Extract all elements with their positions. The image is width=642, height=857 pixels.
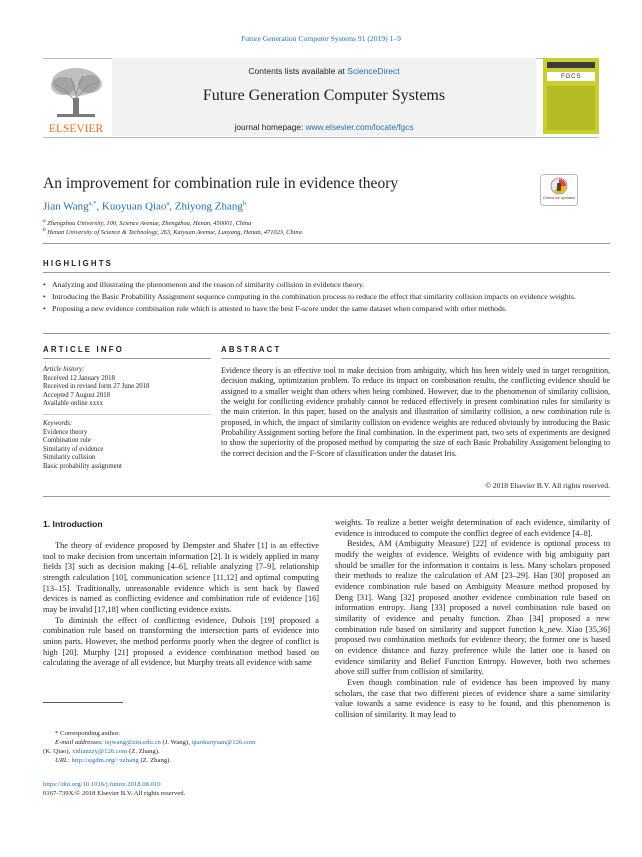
email-owner: (Z. Zhang). [127, 748, 160, 755]
keywords-label: Keywords: [43, 420, 73, 427]
divider [43, 243, 610, 244]
author-name[interactable]: Jian Wang [43, 200, 89, 213]
history-item: Available online xxxx [43, 400, 103, 408]
body-column-right [335, 518, 610, 720]
contents-prefix: Contents lists available at [248, 66, 348, 76]
affiliation-text: Zhengzhou University, 100, Science Avenue, Zhengzhou, Henan, 450001, China [47, 220, 252, 228]
highlight-item: • Analyzing and illustrating the phenomenon and the reason of similarity collision in evidence theory. [43, 280, 610, 290]
keyword: Similarity collision [43, 454, 96, 462]
affiliation-a [43, 218, 251, 227]
journal-title: Future Generation Computer Systems [202, 87, 446, 104]
affiliation-b [43, 227, 302, 236]
footnote-corresponding-text: Corresponding author. [60, 730, 120, 737]
divider [221, 358, 610, 359]
elsevier-logo[interactable] [43, 62, 109, 136]
body-paragraph: weights. To realize a better weight determination of each evidence, similarity of evidence is introduced to compute the conflict degree of each evidence [4–8]. [335, 518, 610, 538]
journal-homepage [112, 122, 536, 132]
keyword: Evidence theory [43, 428, 88, 436]
affiliation-mark: b [43, 227, 46, 233]
author-list: Jian Wang$^{a,*}$, Kuoyuan Qiao$^a$, Zhiyong Zhang$^b$ [43, 200, 247, 213]
keyword: Basic probability assignment [43, 462, 122, 470]
email-owner: (J. Wang), [160, 739, 192, 746]
check-updates-label: Check for updates [542, 195, 576, 200]
keyword: Combination rule [43, 437, 91, 445]
homepage-prefix: journal homepage: [234, 122, 306, 132]
check-updates-icon [540, 174, 578, 206]
contents-line [112, 66, 536, 76]
footnote-emails-cont [43, 747, 319, 756]
email-link[interactable]: qiaokuoyuan@126.com [191, 739, 256, 746]
footnote-divider [43, 702, 123, 703]
author-sup[interactable]: b [242, 200, 247, 207]
divider [43, 358, 211, 359]
highlights-list [43, 280, 610, 315]
divider [43, 333, 610, 334]
divider [43, 414, 211, 415]
divider [43, 272, 610, 273]
affiliation-mark: a [43, 218, 46, 224]
email-link[interactable]: xidianzzy@126.com [71, 748, 128, 755]
abstract-text: Evidence theory is an effective tool to make decision from ambiguity, which has been widely used in target recognition, decision making, optimization problem. To reduce its impact on combination results, the conflicting evidence should be assigned to a smaller weight than others when being combined. However, due to the phenomenon of similarity collision, the weight for conflicting evidence probably cannot be reduced effectively in present combination rules for similarity is the main criterion. In this paper, based on the analysis and illustration of similarity collision, a new combination rule is proposed, in which, the impact of similarity collision on evidence weights are reduced obviously by introducing the Basic Probability Assignment sorting before the final combination. In the experiment part, two sets of experiments are designed to show the superiority of the proposed method by comparing the size of each Basic Probability Assignment belonging to the correct decision and the F-Score of classification under the dataset Iris. [221, 366, 610, 458]
abstract-copyright: © 2018 Elsevier B.V. All rights reserved. [485, 481, 610, 490]
highlight-item: • Introducing the Basic Probability Assignment sequence computing in the combination process to reduce the effect that similarity collision impacts on evidence weights. [43, 292, 610, 302]
body-paragraph: Besides, AM (Ambiguity Measure) [22] of evidence is optional process to modify the weights of evidence. Weights of evidence with big ambiguity part should be smaller for the information it contains is less. Many scholars proposed their methods to realize the calculation of AM [23–29]. Han [30] proposed an evidence combination rule based on Ambiguity Measure method proposed by Deng [31]. Wang [32] proposed another evidence combination rule based on information entropy. Jiang [33] proposed a novel combination rule based on similarity of evidence and penalty function. Zhao [34] proposed a new combination rule based on similarity and support function k_new. Xiao [35,36] proposed two combination methods for evidence theory, the former one is based on evidence distance and fuzzy preference while the latter one is based on evidence similarity and Belief Function Entropy. However, both two schemes above still suffer from collision of similarity. [335, 539, 610, 677]
author-name[interactable]: Kuoyuan Qiao [101, 200, 167, 213]
doi-link[interactable]: https://doi.org/10.1016/j.future.2018.08.010 [43, 781, 161, 788]
keyword: Similarity of evidence [43, 445, 104, 453]
affiliation-text: Henan University of Science & Technology, 263, Kaiyuan Avenue, Luoyang, Henan, 471023, China [47, 229, 302, 237]
url-link[interactable]: http://sigdm.org/~zzhang [71, 757, 139, 764]
article-info-heading: ARTICLE INFO [43, 345, 124, 354]
journal-cover[interactable] [543, 58, 599, 134]
url-owner: (Z. Zhang). [138, 757, 172, 764]
cover-image [547, 86, 595, 130]
footnote [43, 729, 319, 765]
author-name[interactable]: Zhiyong Zhang [174, 200, 243, 213]
divider [43, 496, 610, 497]
abstract-heading: ABSTRACT [221, 345, 282, 354]
cover-bar [547, 62, 595, 68]
issn-line: 0167-739X/© 2018 Elsevier B.V. All rights reserved. [43, 790, 186, 797]
footnote-emails [43, 738, 319, 747]
journal-citation[interactable]: Future Generation Computer Systems 91 (2019) 1–9 [241, 34, 401, 43]
email-label: E-mail addresses: [55, 739, 104, 746]
elsevier-tree-icon [43, 62, 109, 136]
doi-block [43, 780, 185, 798]
history-item: Received 12 January 2018 [43, 374, 115, 382]
history-label: Article history: [43, 366, 85, 373]
article-title: An improvement for combination rule in evidence theory [43, 175, 399, 192]
url-label: URL: [55, 757, 70, 764]
history-item: Received in revised form 27 June 2018 [43, 383, 150, 391]
body-paragraph: The theory of evidence proposed by Dempster and Shafer [1] is an effective tool to make decision from uncertain information [2]. It is widely applied in many fields [3] such as decision making [4–6], reliable analyzing [7–9], relationship strength calculation [10], communication science [11,12] and optimal computing [13–15]. Traditionally, unreasonable evidence which is sent back by flawed devices is named as conflicting evidence and combination rule of evidence [16] may be invalid [17,18] when conflicting evidence exists. [43, 541, 319, 614]
publisher-name: ELSEVIER [48, 123, 104, 135]
body-paragraph: Even though combination rule of evidence has been improved by many scholars, the case that two different pieces of evidence share a same similarity value towards a same evidence is easy to be found, and this phenomenon is collision of similarity. It may lead to [335, 677, 610, 719]
email-link[interactable]: iejwang@zzu.edu.cn [104, 739, 161, 746]
author-sup[interactable]: a [166, 200, 170, 207]
body-column-left [43, 541, 319, 669]
email-owner: (K. Qiao), [43, 748, 72, 755]
cover-title: FGCS [547, 72, 595, 81]
author-sup[interactable]: a,* [88, 200, 97, 207]
check-for-updates-badge[interactable] [540, 174, 578, 206]
highlight-item: • Proposing a new evidence combination rule which is attested to have the best F-score under the same dataset when compared with other methods. [43, 304, 610, 314]
footnote-url [43, 756, 319, 765]
sciencedirect-link[interactable]: ScienceDirect [347, 66, 400, 76]
homepage-link[interactable]: www.elsevier.com/locate/fgcs [305, 122, 414, 132]
history-item: Accepted 7 August 2018 [43, 391, 111, 399]
body-paragraph: To diminish the effect of conflicting evidence, Dubois [19] proposed a combination rule based on transforming the intersection parts of evidence into union parts. However, the method performs poorly when the degree of conflict is high [20]. Murphy [21] proposed a evidence combination method based on calculating the average of all evidence, but Murphy treats all evidence with same [43, 615, 319, 668]
highlights-heading: HIGHLIGHTS [43, 259, 114, 268]
introduction-heading: 1. Introduction [43, 519, 103, 529]
article-history [43, 366, 211, 409]
keywords [43, 420, 211, 472]
footnote-corresponding: * Corresponding author. [55, 730, 120, 737]
